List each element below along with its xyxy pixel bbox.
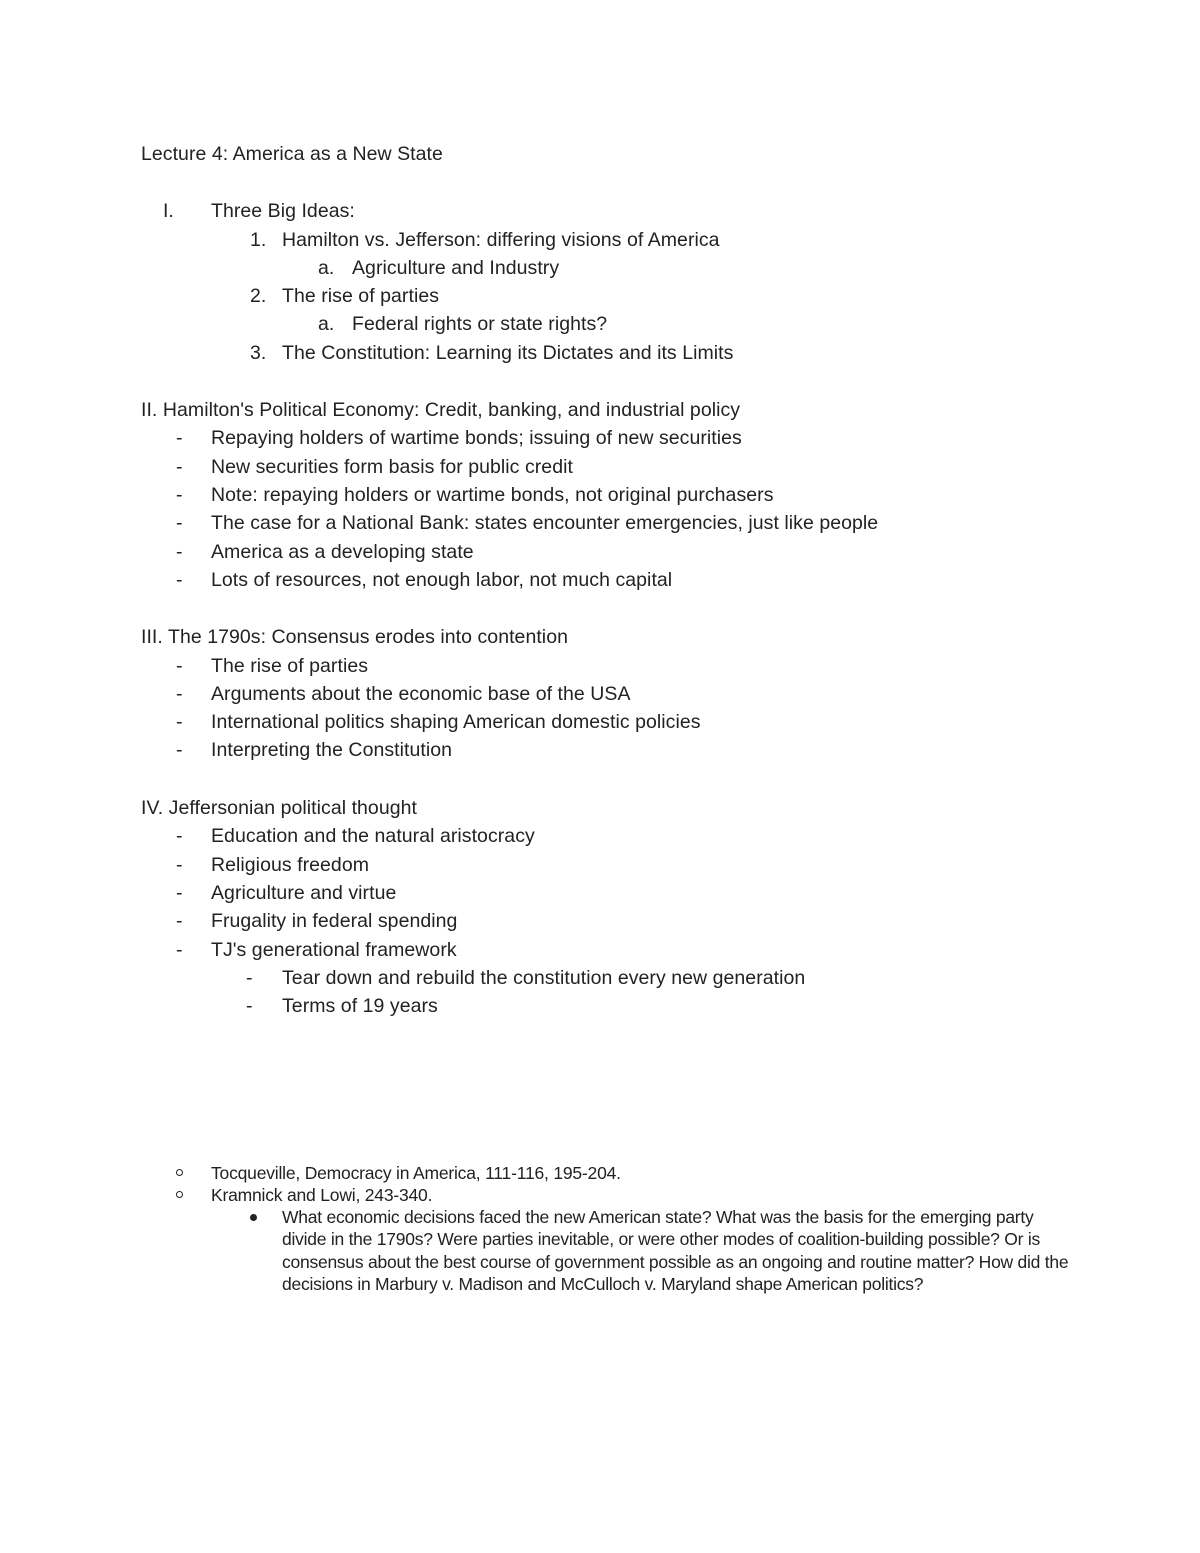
dash-bullet: - — [176, 427, 183, 449]
section-1-numeral: I. — [163, 200, 174, 222]
dash-bullet: - — [176, 711, 183, 733]
page-title: Lecture 4: America as a New State — [141, 143, 443, 165]
dot-bullet-icon — [250, 1214, 257, 1221]
dash-bullet: - — [246, 967, 253, 989]
list-item: Frugality in federal spending — [211, 910, 458, 932]
circle-bullet-icon — [176, 1191, 183, 1198]
dash-bullet: - — [176, 739, 183, 761]
dash-bullet: - — [176, 825, 183, 847]
list-number: 1. — [250, 229, 267, 251]
section-2-heading: II. Hamilton's Political Economy: Credit, banking, and industrial policy — [141, 399, 741, 421]
list-item: International politics shaping American domestic policies — [211, 711, 701, 733]
list-item: Religious freedom — [211, 854, 370, 876]
dash-bullet: - — [176, 456, 183, 478]
list-letter: a. — [318, 257, 335, 279]
dash-bullet: - — [176, 854, 183, 876]
section-4-heading: IV. Jeffersonian political thought — [141, 797, 417, 819]
discussion-question: What economic decisions faced the new American state? What was the basis for the emerging party divide in the 1790s? Were parties inevitable, or were other modes of coalition-building possible? Or is consensus about the best course of government possible as an ongoing and routine matter? How did the decisions in Marbury v. Madison and McCulloch v. Maryland shape American politics? — [282, 1207, 1069, 1295]
dash-bullet: - — [246, 995, 253, 1017]
list-item: Hamilton vs. Jefferson: differing visions of America — [282, 229, 720, 251]
dash-bullet: - — [176, 882, 183, 904]
dash-bullet: - — [176, 683, 183, 705]
list-item: The Constitution: Learning its Dictates and its Limits — [282, 342, 734, 364]
sub-list-item: Terms of 19 years — [282, 995, 438, 1017]
dash-bullet: - — [176, 655, 183, 677]
list-item: Repaying holders of wartime bonds; issuing of new securities — [211, 427, 742, 449]
circle-bullet-icon — [176, 1169, 183, 1176]
list-letter: a. — [318, 313, 335, 335]
list-item: Note: repaying holders or wartime bonds, not original purchasers — [211, 484, 774, 506]
list-item: New securities form basis for public credit — [211, 456, 573, 478]
reading-item: Kramnick and Lowi, 243-340. — [211, 1185, 433, 1205]
list-item: The rise of parties — [211, 655, 369, 677]
list-item: Lots of resources, not enough labor, not much capital — [211, 569, 673, 591]
dash-bullet: - — [176, 910, 183, 932]
section-3-heading: III. The 1790s: Consensus erodes into contention — [141, 626, 568, 648]
list-item: Agriculture and virtue — [211, 882, 397, 904]
list-item: Education and the natural aristocracy — [211, 825, 535, 847]
section-1-heading: Three Big Ideas: — [211, 200, 355, 222]
dash-bullet: - — [176, 569, 183, 591]
list-number: 3. — [250, 342, 267, 364]
list-item: Arguments about the economic base of the USA — [211, 683, 631, 705]
list-item: Interpreting the Constitution — [211, 739, 453, 761]
list-item: America as a developing state — [211, 541, 474, 563]
list-number: 2. — [250, 285, 267, 307]
list-item: The case for a National Bank: states encounter emergencies, just like people — [211, 512, 879, 534]
list-item: The rise of parties — [282, 285, 440, 307]
dash-bullet: - — [176, 512, 183, 534]
dash-bullet: - — [176, 541, 183, 563]
reading-item: Tocqueville, Democracy in America, 111-116, 195-204. — [211, 1163, 621, 1183]
list-item: Agriculture and Industry — [352, 257, 560, 279]
sub-list-item: Tear down and rebuild the constitution every new generation — [282, 967, 806, 989]
list-item: Federal rights or state rights? — [352, 313, 608, 335]
dash-bullet: - — [176, 484, 183, 506]
dash-bullet: - — [176, 939, 183, 961]
list-item: TJ's generational framework — [211, 939, 457, 961]
